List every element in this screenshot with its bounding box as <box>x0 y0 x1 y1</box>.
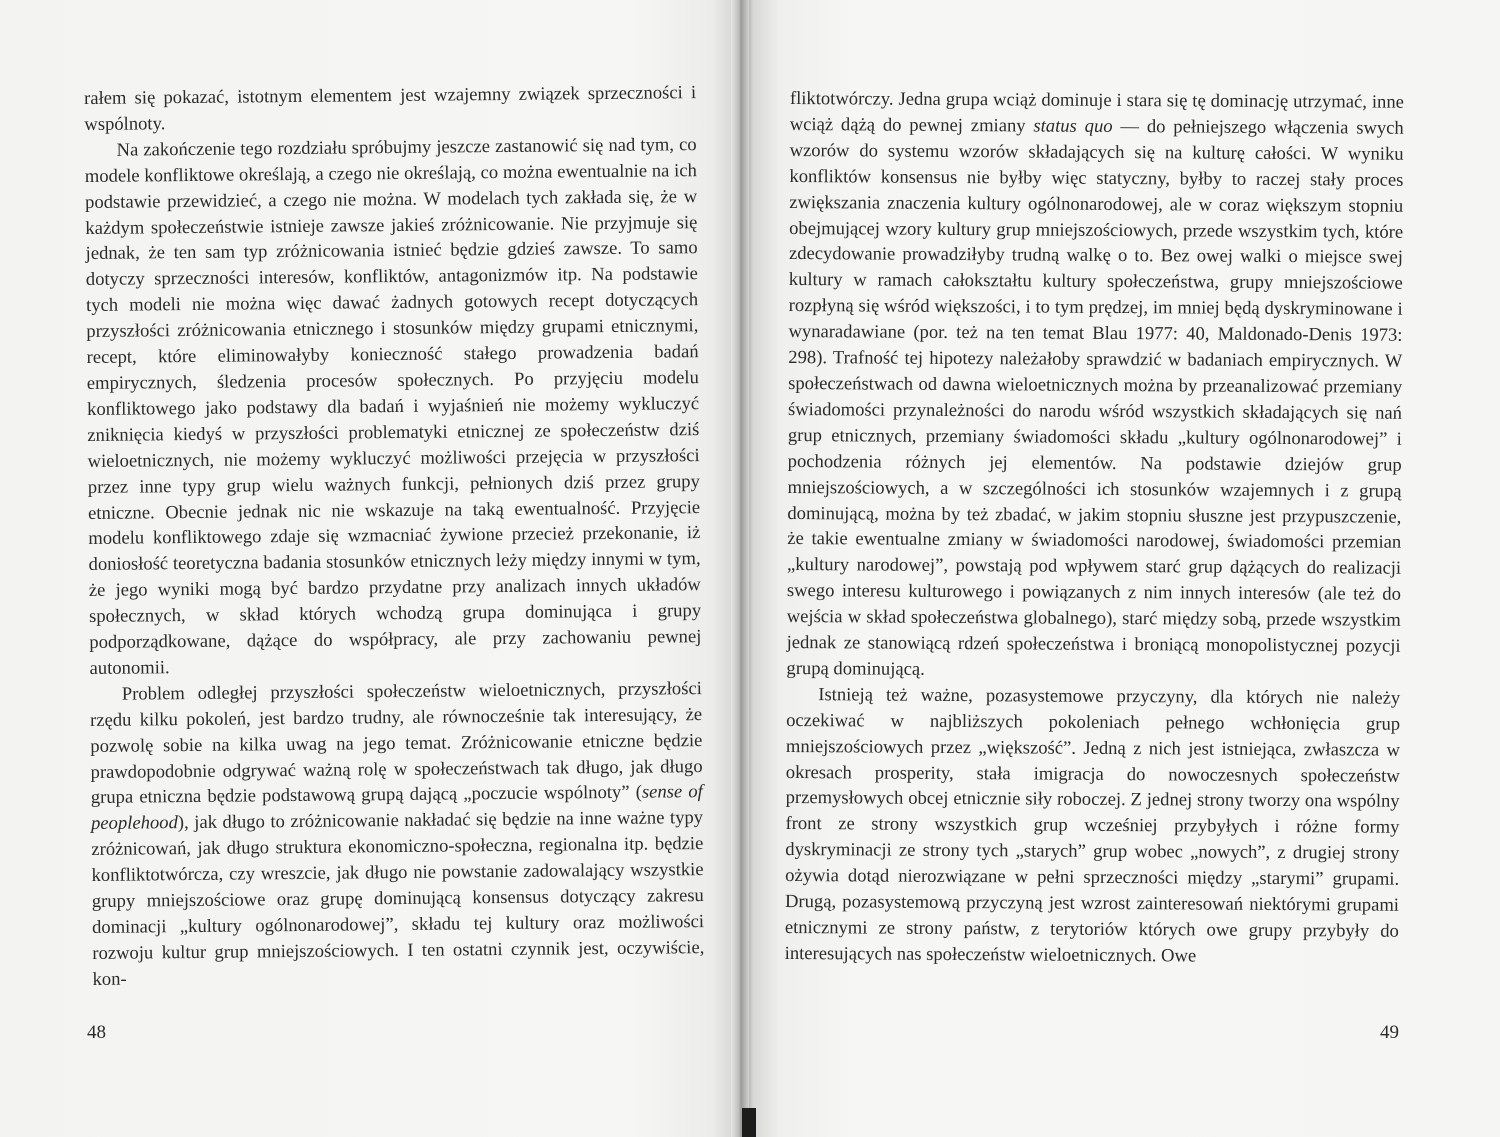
italic-phrase: sense of peoplehood <box>90 781 703 835</box>
book-gutter <box>731 0 749 1137</box>
gutter-shadow <box>742 1108 756 1137</box>
italic-phrase: status quo <box>1033 115 1113 137</box>
left-page-text <box>84 80 705 993</box>
text-run: ), jak długo to zróżnicowanie nakładać się będzie na inne ważne typy zróżnicowań, jak długo struktura ekonomiczno-społeczna, regionalna itp. będzie konfliktotwórcza, czy wreszcie, jak długo nie powstanie zadowalający wszystkie grupy mniejszościowe oraz grupę dominującą konsensus dotyczący zakresu dominacji „kultury ogólnonarodowej”, składu tej kultury oraz możliwości rozwoju kultur grup mniejszościowych. I ten ostatni czynnik jest, oczywiście, kon- <box>91 807 705 990</box>
paragraph <box>90 676 705 993</box>
paragraph: rałem się pokazać, istotnym elementem jest wzajemny związek sprzeczności i wspólnoty. <box>84 82 697 135</box>
right-page <box>742 0 1500 1137</box>
page-number: 49 <box>1380 1022 1399 1043</box>
text-run: fliktotwórczy. Jedna grupa wciąż dominuje i stara się tę dominację utrzymać, inne wciąż dążą do pewnej zmiany <box>789 87 1404 137</box>
right-page-text <box>785 86 1404 971</box>
page-number: 48 <box>87 1022 106 1043</box>
text-run: — do pełniejszego włączenia swych wzorów do systemu wzorów składających się na kulturę całości. W wyniku konfliktów konsensus nie byłby więc statyczny, byłby to raczej stały proces zwiększania znaczenia kultury ogólnonarodowej, ale w coraz większym stopniu obejmującej wzory kultury grup mniejszościowych, przede wszystkim tych, które zdecydowanie prowadziłyby trudną walkę o to. Bez owej walki o miejsce swej kultury w ramach całokształtu kultury społeczeństwa, grupy mniejszościowe rozpłyną się wśród większości, i to tym prędzej, im mniej będą dyskryminowane i wynaradawiane (por. też na ten temat Blau 1977: 40, Maldonado-Denis 1973: 298). Trafność tej hipotezy należałoby sprawdzić w badaniach empirycznych. W społeczeństwach od dawna wieloetnicznych można by przeanalizować przemiany świadomości przynależności do narodu wśród wszystkich składających się nań grup etnicznych, przemiany świadomości składu „kultury ogólnonarodowej” i pochodzenia różnych jej elementów. Na podstawie dziejów grup mniejszościowych, a w szczególności ich stosunków wzajemnych i z grupą dominującą, można by też zbadać, w jakim stopniu słuszne jest przypuszczenie, że takie ewentualne zmiany w świadomości narodowej, świadomości przemian „kultury narodowej”, powstają pod wpływem starć grup dążących do realizacji swego interesu kulturowego i powiązanych z nim innych interesów (ale też do wejścia w skład społeczeństwa globalnego), starć między sobą, przede wszystkim jednak ze stanowiącą rdzeń społeczeństwa i broniącą monopolistycznej pozycji grupą dominującą. <box>786 115 1404 680</box>
text-run: Problem odległej przyszłości społeczeństw wieloetnicznych, przyszłości rzędu kilku pokoleń, jest bardzo trudny, ale równocześnie tak interesujący, że pozwolę sobie na kilka uwag na jego temat. Zróżnicowanie etniczne będzie prawdopodobnie odgrywać ważną rolę w społeczeństwach tak długo, jak długo grupa etniczna będzie podstawową grupą dającą „poczucie wspólnoty” ( <box>89 677 703 809</box>
left-page <box>0 0 742 1137</box>
paragraph <box>786 86 1404 686</box>
paragraph: Istnieją też ważne, pozasystemowe przyczyny, dla których nie należy oczekiwać w najbliższych pokoleniach pełnego wchłonięcia grup mniejszościowych przez „większość”. Jedną z nich jest istniejąca, zwłaszcza w okresach prosperity, stała imigracja do nowoczesnych społeczeństw przemysłowych obcej etnicznie siły roboczej. Z jednej strony tworzy ona wspólny front ze strony wszystkich grup wcześniej przybyłych i różne formy dyskryminacji ze strony tych „starych” grup wobec „nowych”, z drugiej strony ożywia dotąd nierozwiązane w pełni sprzeczności między „starymi” grupami. Drugą, pozasystemową przyczyną jest wzrost zainteresowań niektórymi grupami etnicznymi ze strony państw, z terytoriów których owe grupy przybyły do interesujących nas społeczeństw wieloetnicznych. Owe <box>784 684 1401 967</box>
paragraph: Na zakończenie tego rozdziału spróbujmy jeszcze zastanowić się nad tym, co modele konfliktowe określają, a czego nie określają, co można ewentualnie na ich podstawie przewidzieć, a czego nie można. W modelach tych zakłada się, że w każdym społeczeństwie istnieje zawsze jakieś zróżnicowanie. Nie przyjmuje się jednak, że ten sam typ zróżnicowania istnieć będzie gdzieś zawsze. To samo dotyczy sprzeczności interesów, konfliktów, antagonizmów itp. Na podstawie tych modeli nie można więc dawać żadnych gotowych recept dotyczących przyszłości zróżnicowania etnicznego i stosunków między grupami etnicznymi, recept, które eliminowałyby konieczność stałego prowadzenia badań empirycznych, śledzenia procesów społecznych. Po przyjęciu modelu konfliktowego jako podstawy dla badań i wyjaśnień nie możemy wykluczyć zniknięcia kiedyś w przyszłości problematyki etnicznej ze społeczeństw dziś wieloetnicznych, nie możemy wykluczyć możliwości przejęcia w przyszłości przez inne typy grup wielu ważnych funkcji, pełnionych dziś przez grupy etniczne. Obecnie jednak nic nie wskazuje na taką ewentualność. Przyjęcie modelu konfliktowego zdaje się wzmacniać żywione przecież przekonanie, iż doniosłość teoretyczna badania stosunków etnicznych leży między innymi w tym, że jego wyniki mogą być bardzo przydatne przy analizach innych układów społecznych, w skład których wchodzą grupa dominująca i grupy podporządkowane, dążące do współpracy, ale przy zachowaniu pewnej autonomii. <box>84 133 702 679</box>
